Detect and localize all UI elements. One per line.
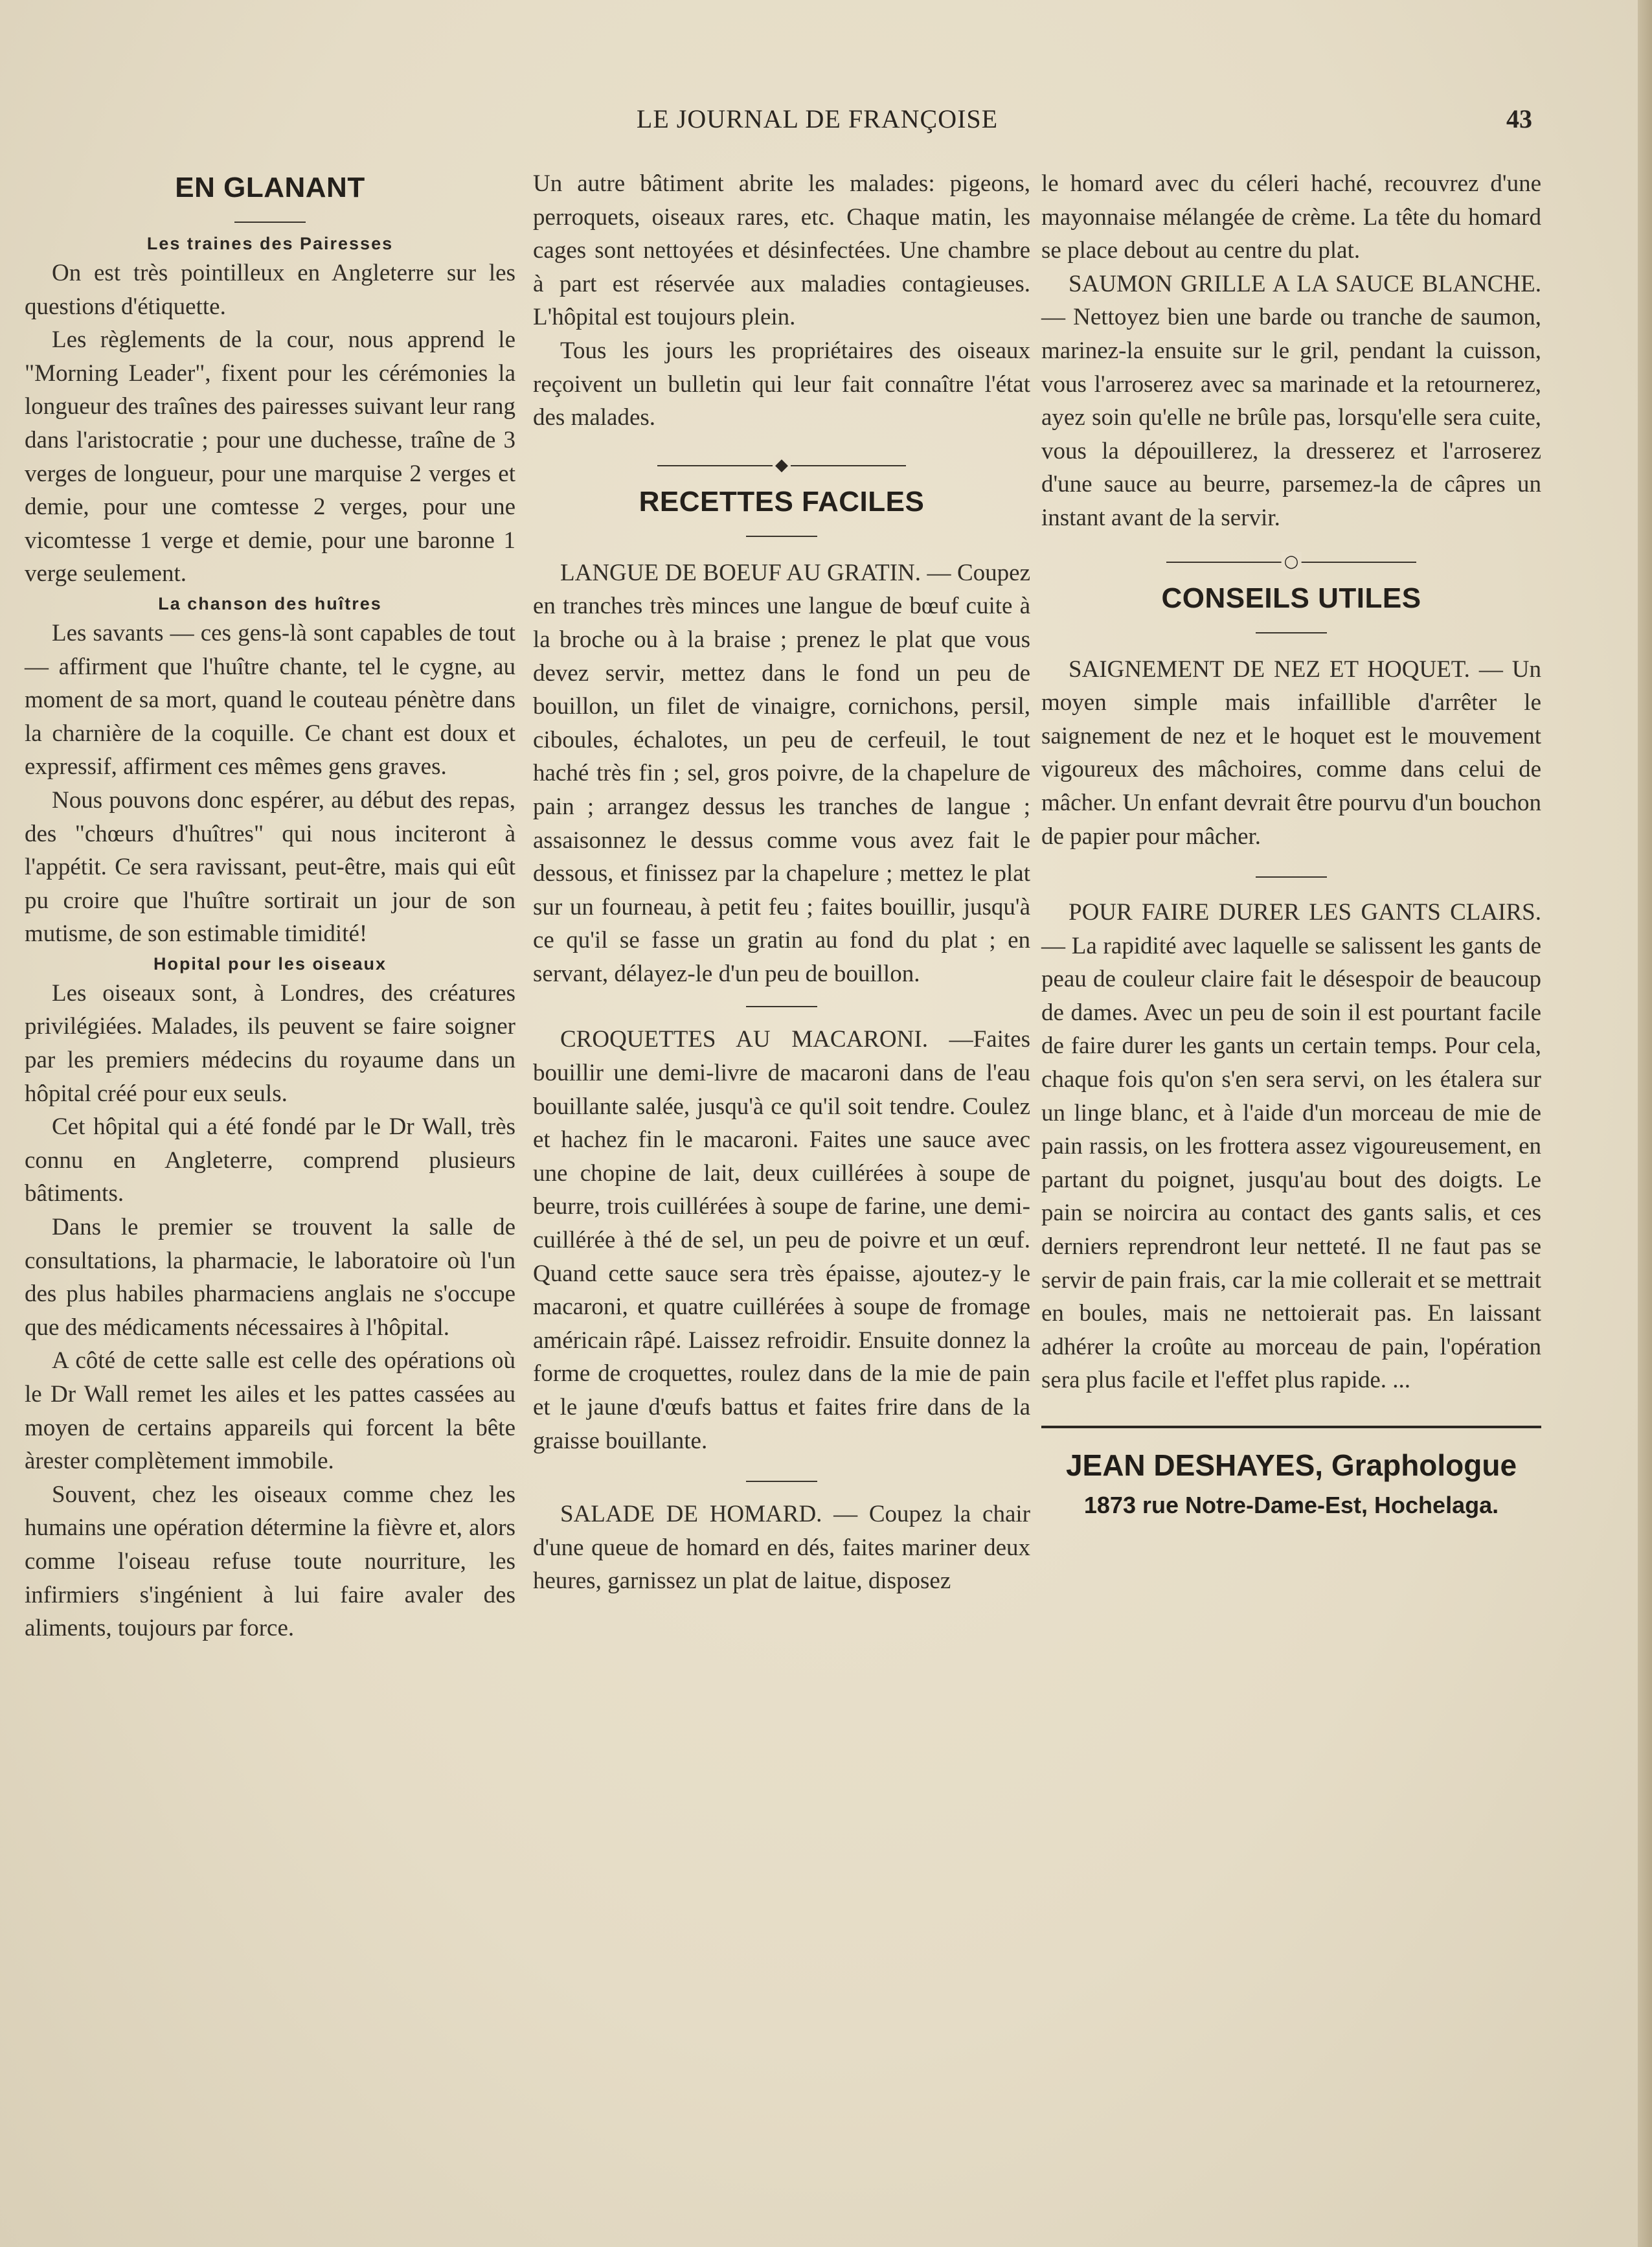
page-number: 43	[1506, 104, 1532, 133]
paragraph: Tous les jours les propriétaires des oiseaux reçoivent un bulletin qui leur fait connaître l'état des malades.	[533, 337, 1030, 431]
section-heading-recettes: RECETTES FACILES	[639, 485, 925, 518]
paragraph: Les règlements de la cour, nous apprend le "Morning Leader", fixent pour les cérémonies la longueur des traînes des pairesses suivant leur rang dans l'aristocratie ; pour une duchesse, traîne de 3 verges de longueur, pour une marquise 2 verges et demie, pour une comtesse 2 verges, pour une vicomtesse 1 verge et demie, pour une baronne 1 verge seulement.	[25, 326, 515, 587]
paragraph: Dans le premier se trouvent la salle de consultations, la pharmacie, le laboratoire où l'un des plus habiles pharmaciens anglais ne s'occupe que des médicaments nécessaires à l'hôpital.	[25, 1214, 515, 1341]
running-head: LE JOURNAL DE FRANÇOISE	[636, 104, 999, 133]
recipe-langue: LANGUE DE BOEUF AU GRATIN. — Coupez en tranches très minces une langue de bœuf cuite à la broche ou à la braise ; prenez le plat que vous devez servir, mettez dans le fond un peu de bouillon, un filet de vinaigre, cornichons, persil, ciboules, échalotes, un peu de cerfeuil, le tout haché très fin ; sel, gros poivre, de la chapelure de pain ; arrangez dessus les tranches de langue ; assaisonnez le dessus comme vous avez fait le dessous, et finissez par la chapelure ; mettez le plat sur un fourneau, à petit feu ; faites bouillir, jusqu'à ce qu'il se fasse un gratin au fond du plat ; en servant, délayez-le d'un peu de bouillon.	[533, 559, 1030, 987]
circle-icon: ○	[1282, 552, 1302, 571]
subheading-hopital: Hopital pour les oiseaux	[153, 953, 387, 974]
tip-gants: POUR FAIRE DURER LES GANTS CLAIRS. — La rapidité avec laquelle se salissent les gants de peau de couleur claire fait le désespoir de beaucoup de dames. Avec un peu de soin il est pourtant facile de faire durer les gants un certain temps. Pour cela, chaque fois qu'on s'en sera servi, on les étalera sur un linge blanc, et à l'aide d'un morceau de mie de pain rassis, on les frottera assez vigoureusement, en partant du poignet, jusqu'au bout des doigts. Le pain se noircira au contact des gants salis, et ces derniers reprendront leur netteté. Il ne faut pas se servir de pain frais, car la mie collerait et se mettrait en boules, mais ne nettoierait pas. En laissant adhérer la croûte au morceau de pain, l'opération sera plus facile et l'effet plus rapide. ...	[1041, 899, 1541, 1394]
paragraph: A côté de cette salle est celle des opérations où le Dr Wall remet les ailes et les pattes cassées au moyen de certains appareils qui forcent la bête àrester complètement immobile.	[25, 1347, 515, 1475]
recipe-saumon: SAUMON GRILLE A LA SAUCE BLANCHE. — Nettoyez bien une barde ou tranche de saumon, marinez-la ensuite sur le gril, pendant la cuisson, vous l'arroserez avec sa marinade et la retournerez, ayez soin qu'elle ne brûle pas, lorsqu'elle sera cuite, vous la dépouillerez, la dresserez et l'arroserez d'une sauce au beurre, parsemez-la de câpres un instant avant de la servir.	[1041, 270, 1541, 531]
column-2	[533, 167, 1030, 1598]
subheading-chanson: La chanson des huîtres	[158, 593, 382, 613]
divider	[746, 1481, 817, 1482]
subheading-traines: Les traines des Pairesses	[146, 234, 394, 253]
paragraph: On est très pointilleux en Angleterre sur les questions d'étiquette.	[25, 260, 515, 320]
paragraph: Les oiseaux sont, à Londres, des créatures privilégiées. Malades, ils peuvent se faire soigner par les premiers médecins du royaume dans un hôpital créé pour eux seuls.	[25, 979, 515, 1107]
paragraph: le homard avec du céleri haché, recouvrez d'une mayonnaise mélangée de crème. La tête du homard se place debout au centre du plat.	[1041, 170, 1541, 264]
advertisement-title: JEAN DESHAYES, Graphologue	[1065, 1448, 1517, 1482]
section-heading-en-glanant: EN GLANANT	[175, 172, 365, 203]
paragraph: Cet hôpital qui a été fondé par le Dr Wall, très connu en Angleterre, comprend plusieurs bâtiments.	[25, 1113, 515, 1207]
column-1	[25, 167, 515, 1645]
diamond-icon: ◆	[773, 455, 791, 475]
tip-saignement: SAIGNEMENT DE NEZ ET HOQUET. — Un moyen simple mais infaillible d'arrêter le saignement de nez et le hoquet est le mouvement vigoureux des mâchoires, comme dans celui de mâcher. Un enfant devrait être pourvu d'un bouchon de papier pour mâcher.	[1041, 656, 1541, 850]
advertisement-rule	[1041, 1426, 1541, 1428]
divider	[1256, 632, 1327, 633]
paragraph: Souvent, chez les oiseaux comme chez les humains une opération détermine la fièvre et, alors comme l'oiseau refuse toute nourriture, les infirmiers s'ingénient à lui faire avaler des aliments, toujours par force.	[25, 1481, 515, 1642]
paragraph: Un autre bâtiment abrite les malades: pigeons, perroquets, oiseaux rares, etc. Chaque matin, les cages sont nettoyées et désinfectées. Une chambre à part est réservée aux maladies contagieuses. L'hôpital est toujours plein.	[533, 170, 1030, 331]
ornament-divider	[1041, 549, 1541, 575]
advertisement-address: 1873 rue Notre-Dame-Est, Hochelaga.	[1083, 1492, 1499, 1518]
divider	[234, 222, 306, 223]
divider	[746, 1006, 817, 1007]
ornament-divider	[533, 453, 1030, 479]
page-edge	[1638, 0, 1652, 2247]
divider	[1256, 876, 1327, 878]
recipe-croquettes: CROQUETTES AU MACARONI. —Faites bouillir une demi-livre de macaroni dans de l'eau bouillante salée, jusqu'à ce qu'il soit tendre. Coulez et hachez fin le macaroni. Faites une sauce avec une chopine de lait, deux cuillérées à soupe de beurre, trois cuillérées à soupe de farine, une demi-cuillérée à thé de sel, un peu de poivre et un œuf. Quand cette sauce sera très épaisse, ajoutez-y le macaroni, et quatre cuillérées à soupe de fromage américain râpé. Laissez refroidir. Ensuite donnez la forme de croquettes, roulez dans de la mie de pain et le jaune d'œufs battus et faites frire dans de la graisse bouillante.	[533, 1026, 1030, 1454]
column-3	[1041, 167, 1541, 1524]
paragraph: Les savants — ces gens-là sont capables de tout — affirment que l'huître chante, tel le cygne, au moment de sa mort, quand le couteau pénètre dans la charnière de la coquille. Ce chant est doux et expressif, affirment ces mêmes gens graves.	[25, 619, 515, 781]
recipe-salade: SALADE DE HOMARD. — Coupez la chair d'une queue de homard en dés, faites mariner deux heures, garnissez un plat de laitue, disposez	[533, 1501, 1030, 1595]
section-heading-conseils: CONSEILS UTILES	[1161, 582, 1421, 614]
paragraph: Nous pouvons donc espérer, au début des repas, des "chœurs d'huîtres" qui nous inciteront à l'appétit. Ce sera ravissant, peut-être, mais qui eût pu croire que l'huître sortirait un jour de son mutisme, de son estimable timidité!	[25, 786, 515, 948]
divider	[746, 536, 817, 537]
